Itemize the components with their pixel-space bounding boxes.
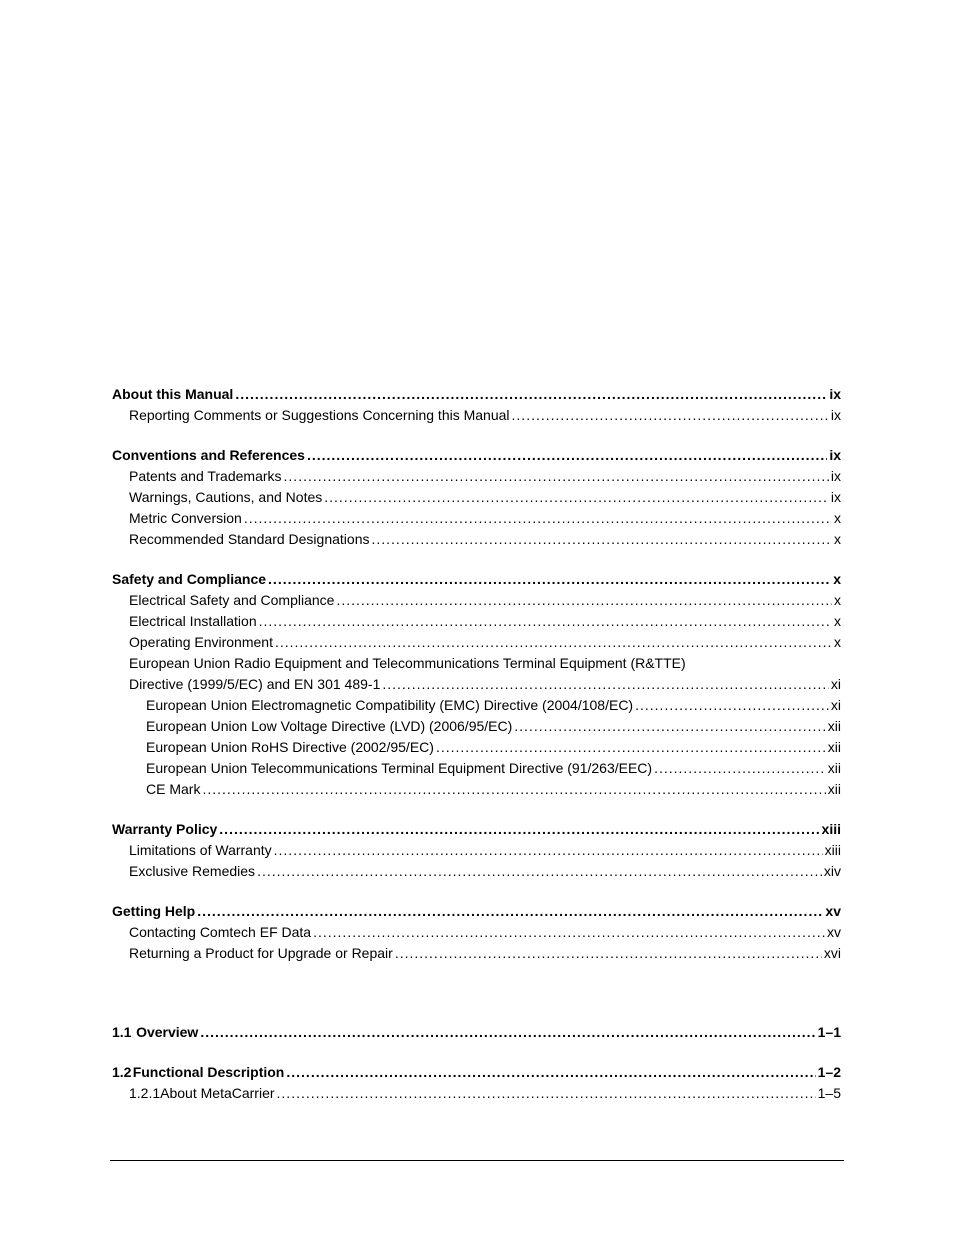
toc-entry-title: CE Mark (146, 781, 201, 797)
dot-leader (257, 861, 822, 882)
toc-entry[interactable] (112, 487, 841, 508)
toc-entry-title: European Union Low Voltage Directive (LVD) (2006/95/EC) (146, 718, 513, 734)
toc-entry-title: Conventions and References (112, 447, 305, 463)
toc-entry[interactable] (112, 819, 841, 840)
dot-leader (197, 901, 823, 922)
toc-entry-page: xii (827, 718, 841, 734)
dot-leader (202, 779, 825, 800)
toc-entry-title: Operating Environment (129, 634, 273, 650)
toc-entry[interactable] (112, 611, 841, 632)
toc-entry-page: xvi (823, 945, 841, 961)
dot-leader (371, 529, 832, 550)
dot-leader (654, 758, 826, 779)
toc-entry[interactable] (112, 861, 841, 882)
toc-entry[interactable] (112, 384, 841, 405)
dot-leader (382, 674, 829, 695)
toc-entry-page: ix (830, 407, 841, 423)
toc-entry-page: xiii (824, 842, 841, 858)
toc-entry[interactable] (112, 1062, 841, 1083)
toc-entry[interactable] (112, 569, 841, 590)
toc-entry[interactable] (112, 943, 841, 964)
toc-entry-page: xii (827, 739, 841, 755)
toc-entry[interactable] (112, 716, 841, 737)
dot-leader (313, 922, 825, 943)
dot-leader (275, 632, 832, 653)
toc-entry-title: Electrical Safety and Compliance (129, 592, 335, 608)
dot-leader (514, 716, 825, 737)
toc-entry-title: Metric Conversion (129, 510, 242, 526)
toc-entry[interactable] (112, 590, 841, 611)
toc-entry-number: 1.1 (112, 1024, 132, 1040)
dot-leader (284, 466, 829, 487)
table-of-contents (112, 384, 841, 1104)
toc-entry-title: Warranty Policy (112, 821, 218, 837)
toc-entry-page: x (834, 634, 841, 650)
toc-entry-title: Overview (136, 1024, 199, 1040)
toc-entry-page: 1–1 (817, 1024, 841, 1040)
toc-entry-title: European Union Telecommunications Terminal Equipment Directive (91/263/EEC) (146, 760, 653, 776)
toc-entry-title: Limitations of Warranty (129, 842, 272, 858)
toc-entry-page: xv (827, 924, 841, 940)
toc-entry[interactable] (112, 779, 841, 800)
toc-entry-page: x (833, 571, 841, 587)
toc-entry-title: Recommended Standard Designations (129, 531, 370, 547)
toc-entry-page: xi (830, 676, 841, 692)
toc-entry-page: x (834, 613, 841, 629)
toc-entry-page: 1–5 (817, 1085, 841, 1101)
toc-entry-title: Reporting Comments or Suggestions Concerning this Manual (129, 407, 510, 423)
toc-entry[interactable] (112, 1083, 841, 1104)
toc-entry[interactable] (112, 922, 841, 943)
toc-entry[interactable] (112, 758, 841, 779)
toc-entry[interactable] (112, 695, 841, 716)
dot-leader (336, 590, 832, 611)
toc-entry-title: Directive (1999/5/EC) and EN 301 489-1 (129, 676, 381, 692)
toc-entry-page: ix (829, 447, 841, 463)
toc-entry[interactable] (112, 653, 841, 674)
toc-entry[interactable] (112, 405, 841, 426)
toc-entry-title: Getting Help (112, 903, 196, 919)
toc-entry-title: Contacting Comtech EF Data (129, 924, 312, 940)
dot-leader (268, 569, 831, 590)
toc-entry-title: Electrical Installation (129, 613, 257, 629)
dot-leader (286, 1062, 815, 1083)
toc-entry-page: xiii (821, 821, 841, 837)
dot-leader (244, 508, 832, 529)
toc-entry[interactable] (112, 632, 841, 653)
dot-leader (635, 695, 829, 716)
toc-entry-page: x (834, 510, 841, 526)
toc-entry-title: About this Manual (112, 386, 234, 402)
toc-entry-title: Patents and Trademarks (129, 468, 282, 484)
toc-entry-page: xi (830, 697, 841, 713)
dot-leader (274, 840, 823, 861)
toc-entry-title: Functional Description (132, 1064, 285, 1080)
dot-leader (235, 384, 827, 405)
toc-entry[interactable] (112, 674, 841, 695)
toc-entry-page: xii (827, 781, 841, 797)
toc-entry-title: Safety and Compliance (112, 571, 267, 587)
toc-entry-page: xii (827, 760, 841, 776)
toc-entry-number: 1.2 (112, 1064, 132, 1080)
toc-entry-title: About MetaCarrier (160, 1085, 275, 1101)
toc-entry-title: Returning a Product for Upgrade or Repair (129, 945, 393, 961)
toc-entry-number: 1.2.1 (129, 1085, 161, 1101)
toc-entry[interactable] (112, 1022, 841, 1043)
dot-leader (307, 445, 827, 466)
toc-entry-page: xiv (823, 863, 841, 879)
dot-leader (200, 1022, 815, 1043)
footer-rule (110, 1160, 844, 1161)
toc-entry-page: xv (825, 903, 841, 919)
toc-entry[interactable] (112, 466, 841, 487)
toc-entry[interactable] (112, 737, 841, 758)
toc-entry[interactable] (112, 840, 841, 861)
dot-leader (512, 405, 829, 426)
toc-entry-page: x (834, 531, 841, 547)
toc-entry-page: ix (830, 489, 841, 505)
dot-leader (436, 737, 826, 758)
toc-entry[interactable] (112, 901, 841, 922)
toc-entry-page: ix (829, 386, 841, 402)
toc-entry-title: Warnings, Cautions, and Notes (129, 489, 323, 505)
toc-entry[interactable] (112, 508, 841, 529)
dot-leader (259, 611, 832, 632)
toc-entry-title: European Union Electromagnetic Compatibility (EMC) Directive (2004/108/EC) (146, 697, 634, 713)
dot-leader (324, 487, 829, 508)
dot-leader (219, 819, 819, 840)
toc-entry-page: ix (830, 468, 841, 484)
toc-entry[interactable] (112, 529, 841, 550)
toc-entry-title: European Union RoHS Directive (2002/95/EC) (146, 739, 434, 755)
dot-leader (395, 943, 822, 964)
toc-entry-page: x (834, 592, 841, 608)
toc-entry[interactable] (112, 445, 841, 466)
dot-leader (277, 1083, 816, 1104)
toc-entry-title: European Union Radio Equipment and Telecommunications Terminal Equipment (R&TTE) (129, 655, 686, 671)
toc-entry-title: Exclusive Remedies (129, 863, 256, 879)
toc-entry-page: 1–2 (817, 1064, 841, 1080)
